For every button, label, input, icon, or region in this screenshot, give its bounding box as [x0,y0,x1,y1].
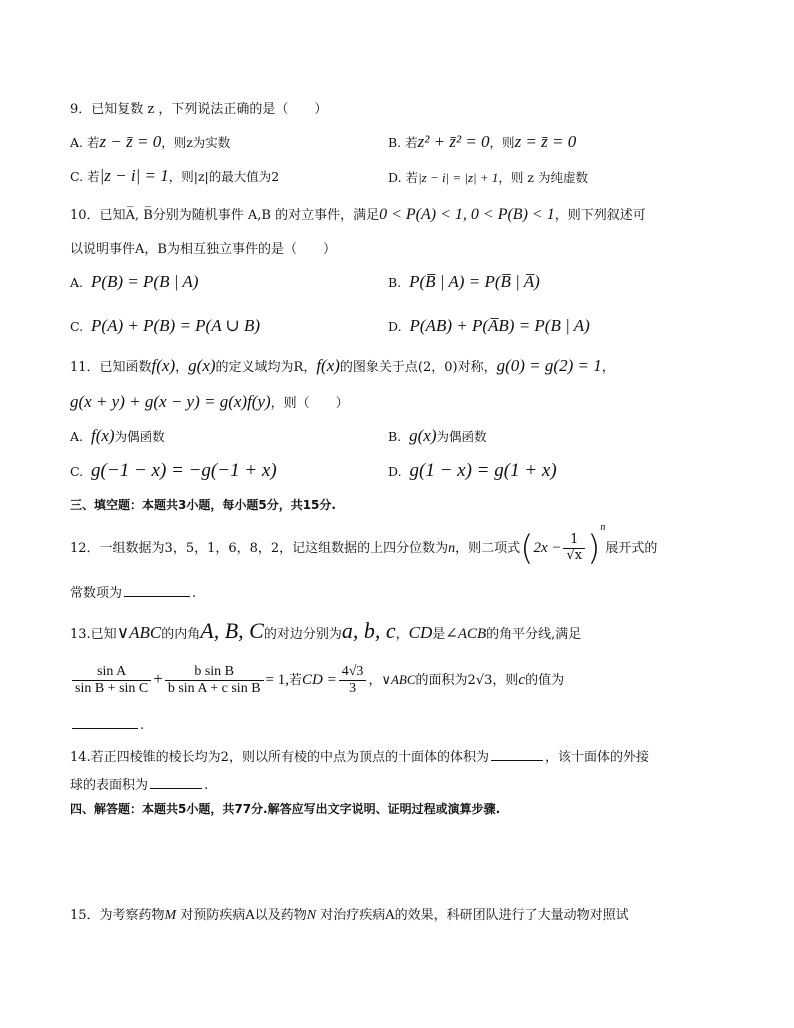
q14-volume-blank[interactable] [491,759,543,761]
q10-stem-line1: 10．已知A̅, B̅分别为随机事件 A,B 的对立事件，满足0 < P(A) < 1, 0 < P(B) < 1，则下列叙述可 [70,206,646,223]
section-4-heading: 四、解答题：本题共5小题，共77分.解答应写出文字说明、证明过程或演算步骤. [70,802,501,816]
q13-answer-blank[interactable] [72,727,138,729]
q14-line2: 球的表面积为 . [70,778,209,793]
q9-stem: 9．已知复数 z ，下列说法正确的是（ ） [70,102,328,117]
q9-option-c: C. 若|z − i| = 1，则|z|的最大值为2 [70,166,280,185]
q12-line2: 常数项为 . [70,586,197,601]
q14-line1: 14.若正四棱锥的棱长均为2，则以所有棱的中点为顶点的十面体的体积为 ，该十面体的外接 [70,750,649,765]
q11-option-b: B. g(x)为偶函数 [388,426,487,445]
q13-line1: 13.已知∨ABC的内角A, B, C的对边分别为a, b, c，CD是∠ACB的角平分线,满足 [70,618,582,643]
q12-answer-blank[interactable] [124,595,190,597]
q13-line3: . [70,718,144,733]
q11-option-d: D. g(1 − x) = g(1 + x) [388,460,557,481]
q15-line1: 15．为考察药物M 对预防疾病A以及药物N 对治疗疾病A的效果，科研团队进行了大量动物对照试 [70,908,629,923]
q9-option-d: D. 若|z − i| = |z| + 1，则 z 为纯虚数 [388,170,588,185]
q10-option-d: D. P(AB) + P(A̅B) = P(B | A) [388,316,590,335]
q11-stem-line2: g(x + y) + g(x − y) = g(x)f(y)，则（ ） [70,392,349,411]
q10-option-b: B. P(B̅ | A) = P(B̅ | A̅) [388,272,540,291]
q11-stem-line1: 11．已知函数f(x)，g(x)的定义域均为R，f(x)的图象关于点(2，0)对称，g(0) = g(2) = 1， [70,356,615,375]
q11-option-a: A. f(x)为偶函数 [70,426,165,445]
section-3-heading: 三、填空题：本题共3小题，每小题5分，共15分. [70,498,336,512]
q12-line1: 12．一组数据为3，5，1，6，8，2，记这组数据的上四分位数为n，则二项式(2x − $\frac{1}{√x}$ )$^n$展开式的 [70,522,658,569]
q9-option-a: A. 若z − z̄ = 0，则z为实数 [70,132,231,151]
q13-line2: $\frac{\text{sin A}}{\text{sin B + sin C}}$ + $\frac{\text{b sin B}}{\text{b sin A + c sin B}}$ = 1,若CD = $\frac{4√3}{3}$ ，∨ABC的面积为2√3，则c的值为 [70,664,564,697]
q14-surface-area-blank[interactable] [150,787,202,789]
q11-option-c: C. g(−1 − x) = −g(−1 + x) [70,460,277,481]
q10-option-c: C. P(A) + P(B) = P(A ∪ B) [70,316,261,335]
q10-stem-line2: 以说明事件A，B为相互独立事件的是（ ） [70,242,336,257]
q10-option-a: A. P(B) = P(B | A) [70,272,199,291]
q9-option-b: B. 若z² + z̄² = 0，则z = z̄ = 0 [388,132,577,151]
